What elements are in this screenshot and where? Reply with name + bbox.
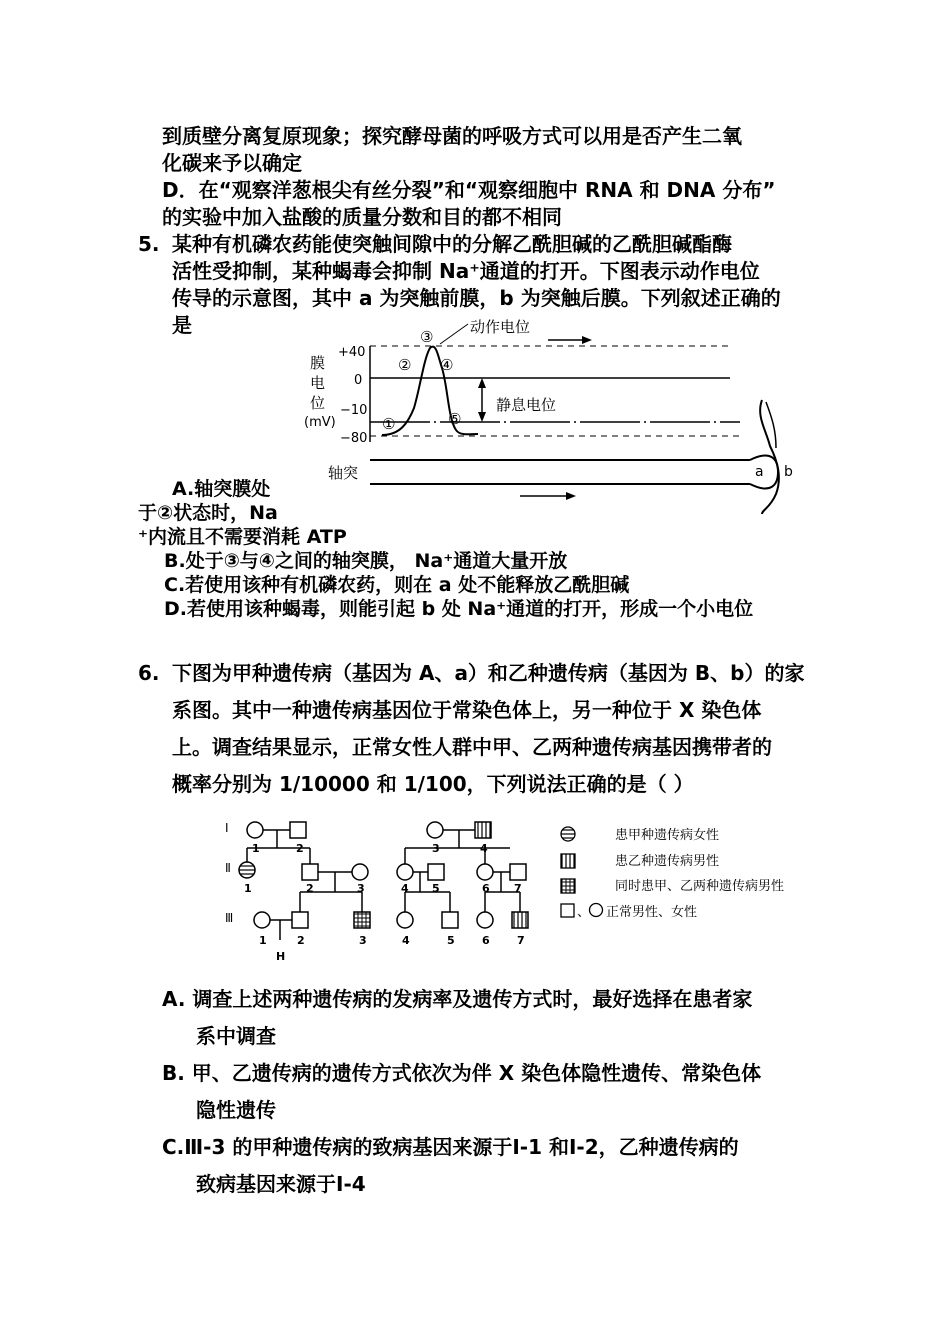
axon-arrow-head bbox=[566, 492, 576, 500]
svg-text:5: 5 bbox=[447, 934, 455, 947]
I-2 bbox=[290, 822, 306, 838]
q5-option-c: C.若使用该种有机磷农药，则在 a 处不能释放乙酰胆碱 bbox=[164, 574, 630, 596]
point-2: ② bbox=[398, 356, 412, 374]
q5-option-a-line3: ⁺内流且不需要消耗 ATP bbox=[138, 526, 347, 548]
I-1 bbox=[247, 822, 263, 838]
q5-option-b: B.处于③与④之间的轴突膜， Na⁺通道大量开放 bbox=[164, 550, 568, 572]
q5-option-a-line1: A.轴突膜处 bbox=[172, 478, 271, 500]
svg-text:4: 4 bbox=[402, 934, 410, 947]
II-1 bbox=[239, 862, 255, 878]
h-label: H bbox=[276, 950, 286, 963]
svg-text:1: 1 bbox=[252, 842, 260, 855]
svg-text:2: 2 bbox=[306, 882, 314, 895]
svg-text:6: 6 bbox=[482, 882, 490, 895]
point-4: ④ bbox=[440, 356, 454, 374]
tick-0: 0 bbox=[354, 373, 363, 388]
point-3: ③ bbox=[420, 328, 434, 346]
III-3 bbox=[354, 912, 370, 928]
II-5 bbox=[428, 864, 444, 880]
q6-stem-line1: 下图为甲种遗传病（基因为 A、a）和乙种遗传病（基因为 B、b）的家 bbox=[172, 661, 805, 685]
action-potential-figure bbox=[300, 318, 800, 518]
gen2-label: Ⅱ bbox=[225, 861, 231, 875]
q6-option-c-line1: C.Ⅲ-3 的甲种遗传病的致病基因来源于Ⅰ-1 和Ⅰ-2，乙种遗传病的 bbox=[162, 1135, 739, 1159]
svg-text:3: 3 bbox=[359, 934, 367, 947]
svg-text:5: 5 bbox=[432, 882, 440, 895]
svg-text:6: 6 bbox=[482, 934, 490, 947]
q5-number: 5. bbox=[138, 232, 160, 256]
III-1 bbox=[254, 912, 270, 928]
legend-4: 正常男性、女性 bbox=[606, 905, 698, 920]
gen3-label: Ⅲ bbox=[225, 911, 234, 925]
legend-sep: 、 bbox=[577, 905, 591, 920]
svg-text:1: 1 bbox=[244, 882, 252, 895]
ap-pointer bbox=[440, 324, 468, 344]
tick-plus40: +40 bbox=[338, 345, 366, 360]
y-label-1: 膜 bbox=[310, 354, 326, 372]
q6-stem-line3: 上。调查结果显示，正常女性人群中甲、乙两种遗传病基因携带者的 bbox=[172, 735, 772, 759]
q5-stem-line1: 某种有机磷农药能使突触间隙中的分解乙酰胆碱的乙酰胆碱酯酶 bbox=[172, 232, 732, 256]
y-label-3: 位 bbox=[310, 394, 326, 412]
axon-label: 轴突 bbox=[328, 464, 359, 482]
legend-3: 同时患甲、乙两种遗传病男性 bbox=[615, 879, 785, 894]
II-3 bbox=[352, 864, 368, 880]
tick-minus80: −80 bbox=[340, 431, 368, 446]
q6-stem-line2: 系图。其中一种遗传病基因位于常染色体上，另一种位于 X 染色体 bbox=[172, 698, 762, 722]
I-3 bbox=[427, 822, 443, 838]
III-4 bbox=[397, 912, 413, 928]
y-unit: (mV) bbox=[304, 415, 336, 430]
q5-option-a-line2: 于②状态时，Na bbox=[138, 502, 278, 524]
q5-option-d: D.若使用该种蝎毒，则能引起 b 处 Na⁺通道的打开，形成一个小电位 bbox=[164, 598, 754, 620]
III-7 bbox=[512, 912, 528, 928]
svg-text:4: 4 bbox=[480, 842, 488, 855]
legend-normal-male-icon bbox=[561, 904, 574, 917]
tick-minus10: −10 bbox=[340, 403, 368, 418]
legend-normal-female-icon bbox=[590, 904, 603, 917]
II-7 bbox=[510, 864, 526, 880]
q6-option-b-line2: 隐性遗传 bbox=[196, 1098, 276, 1122]
gen1-label: Ⅰ bbox=[225, 821, 229, 835]
resting-arrow-bottom bbox=[478, 412, 486, 422]
q4-option-d-line1: D．在“观察洋葱根尖有丝分裂”和“观察细胞中 RNA 和 DNA 分布” bbox=[162, 178, 776, 202]
III-5 bbox=[442, 912, 458, 928]
q5-stem-line3: 传导的示意图，其中 a 为突触前膜，b 为突触后膜。下列叙述正确的 bbox=[172, 286, 781, 310]
label-b: b bbox=[784, 464, 793, 480]
y-label-2: 电 bbox=[310, 374, 326, 392]
action-potential-label: 动作电位 bbox=[470, 318, 531, 336]
q5-stem-line4: 是 bbox=[172, 313, 192, 337]
svg-text:3: 3 bbox=[432, 842, 440, 855]
svg-text:2: 2 bbox=[297, 934, 305, 947]
postsynaptic-membrane-2 bbox=[766, 402, 776, 448]
point-5: ⑤ bbox=[448, 410, 462, 428]
q6-option-c-line2: 致病基因来源于Ⅰ-4 bbox=[196, 1172, 366, 1196]
III-2 bbox=[292, 912, 308, 928]
q6-option-a-line2: 系中调查 bbox=[196, 1024, 276, 1048]
svg-text:3: 3 bbox=[357, 882, 365, 895]
q6-option-a-line1: A. 调查上述两种遗传病的发病率及遗传方式时，最好选择在患者家 bbox=[162, 987, 753, 1011]
legend-affected-b-male-icon bbox=[561, 854, 575, 868]
svg-text:2: 2 bbox=[296, 842, 304, 855]
svg-text:7: 7 bbox=[514, 882, 522, 895]
q6-number: 6. bbox=[138, 661, 160, 685]
svg-text:1: 1 bbox=[259, 934, 267, 947]
II-6 bbox=[477, 864, 493, 880]
q4-option-d-line2: 的实验中加入盐酸的质量分数和目的都不相同 bbox=[162, 205, 562, 229]
III-6 bbox=[477, 912, 493, 928]
q4-text-line2: 化碳来予以确定 bbox=[162, 151, 302, 175]
q6-option-b-line1: B. 甲、乙遗传病的遗传方式依次为伴 X 染色体隐性遗传、常染色体 bbox=[162, 1061, 762, 1085]
resting-potential-label: 静息电位 bbox=[496, 396, 557, 414]
q4-text-line1: 到质壁分离复原现象；探究酵母菌的呼吸方式可以用是否产生二氧 bbox=[162, 124, 742, 148]
point-1: ① bbox=[382, 415, 396, 433]
svg-text:4: 4 bbox=[401, 882, 409, 895]
resting-arrow-top bbox=[478, 378, 486, 388]
II-4 bbox=[397, 864, 413, 880]
label-a: a bbox=[755, 464, 764, 480]
q6-stem-line4: 概率分别为 1/10000 和 1/100，下列说法正确的是（ ） bbox=[172, 772, 694, 796]
q5-stem-line2: 活性受抑制，某种蝎毒会抑制 Na⁺通道的打开。下图表示动作电位 bbox=[172, 259, 760, 283]
svg-text:7: 7 bbox=[517, 934, 525, 947]
legend-affected-a-female-icon bbox=[561, 827, 575, 841]
pedigree-figure bbox=[220, 812, 820, 972]
legend-1: 患甲种遗传病女性 bbox=[615, 828, 720, 843]
legend-both-male-icon bbox=[561, 879, 575, 893]
legend-2: 患乙种遗传病男性 bbox=[615, 854, 720, 869]
I-4 bbox=[475, 822, 491, 838]
ap-arrow-head bbox=[582, 336, 592, 344]
II-2 bbox=[302, 864, 318, 880]
